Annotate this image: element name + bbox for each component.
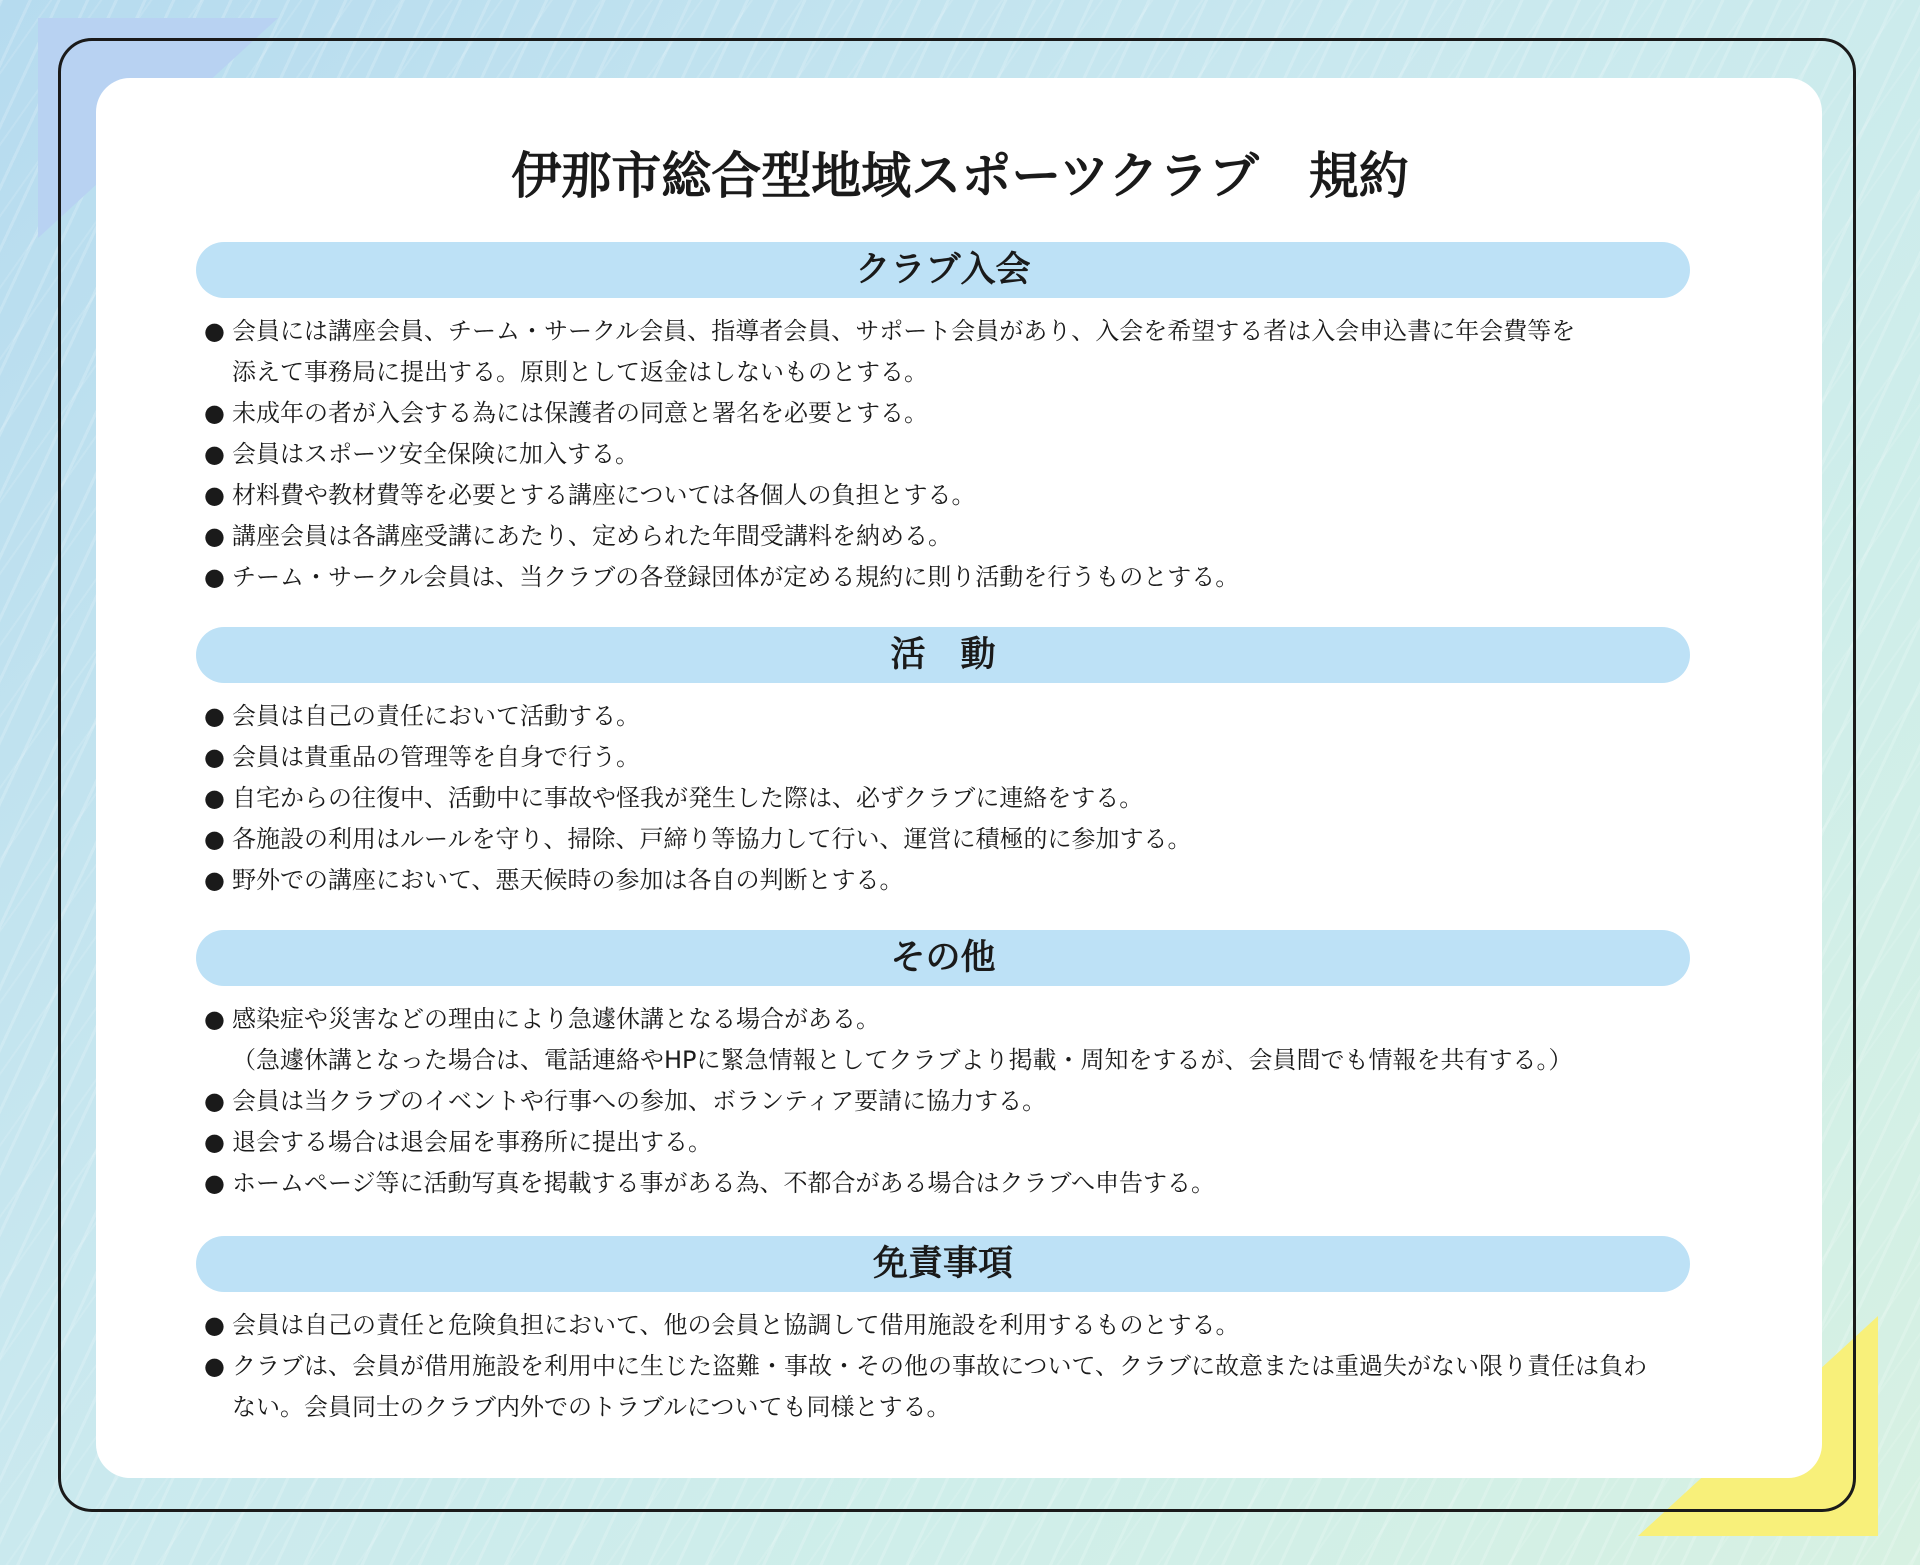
section-header-disclaimer: 免責事項 xyxy=(196,1236,1690,1292)
item-text: 講座会員は各講座受講にあたり、定められた年間受講料を納める。 xyxy=(232,522,952,550)
list-item xyxy=(204,557,1704,598)
list-item xyxy=(204,475,1704,516)
list-item xyxy=(204,516,1704,557)
list-item xyxy=(204,999,1704,1081)
list-item xyxy=(204,1122,1704,1163)
bullet-icon: ● xyxy=(204,1128,225,1156)
item-text: 各施設の利用はルールを守り、掃除、戸締り等協力して行い、運営に積極的に参加する。 xyxy=(232,825,1192,853)
list-item xyxy=(204,778,1704,819)
item-text: チーム・サークル会員は、当クラブの各登録団体が定める規約に則り活動を行うものとする。 xyxy=(232,563,1240,591)
item-text: （急遽休講となった場合は、電話連絡やHPに緊急情報としてクラブより掲載・周知をするが、会員間でも情報を共有する。） xyxy=(232,1046,1573,1074)
bullet-icon: ● xyxy=(204,784,225,812)
list-item xyxy=(204,1163,1704,1204)
bullet-icon: ● xyxy=(204,481,225,509)
bullet-icon: ● xyxy=(204,866,225,894)
bullet-icon: ● xyxy=(204,743,225,771)
item-text: 野外での講座において、悪天候時の参加は各自の判断とする。 xyxy=(232,866,904,894)
list-item xyxy=(204,434,1704,475)
bullet-icon: ● xyxy=(204,1311,225,1339)
section-list-disclaimer xyxy=(204,1305,1704,1428)
item-text: 会員は当クラブのイベントや行事への参加、ボランティア要請に協力する。 xyxy=(232,1087,1047,1115)
item-text: ない。会員同士のクラブ内外でのトラブルについても同様とする。 xyxy=(232,1393,951,1421)
item-text: 退会する場合は退会届を事務所に提出する。 xyxy=(232,1128,712,1156)
item-text: 会員はスポーツ安全保険に加入する。 xyxy=(232,440,640,468)
item-text: 材料費や教材費等を必要とする講座については各個人の負担とする。 xyxy=(232,481,976,509)
bullet-icon: ● xyxy=(204,1005,225,1033)
item-text: 会員には講座会員、チーム・サークル会員、指導者会員、サポート会員があり、入会を希望する者は入会申込書に年会費等を xyxy=(232,317,1576,345)
bullet-icon: ● xyxy=(204,563,225,591)
bullet-icon: ● xyxy=(204,522,225,550)
list-item xyxy=(204,819,1704,860)
list-item xyxy=(204,393,1704,434)
bullet-icon: ● xyxy=(204,399,225,427)
item-text: 未成年の者が入会する為には保護者の同意と署名を必要とする。 xyxy=(232,399,928,427)
item-text: クラブは、会員が借用施設を利用中に生じた盗難・事故・その他の事故について、クラブに故意または重過失がない限り責任は負わ xyxy=(232,1352,1648,1380)
section-list-membership xyxy=(204,311,1704,598)
item-text: 感染症や災害などの理由により急遽休講となる場合がある。 xyxy=(232,1005,880,1033)
list-item xyxy=(204,737,1704,778)
bullet-icon: ● xyxy=(204,702,225,730)
section-header-membership: クラブ入会 xyxy=(196,242,1690,298)
section-header-activities: 活 動 xyxy=(196,627,1690,683)
section-list-activities xyxy=(204,696,1704,901)
bullet-icon: ● xyxy=(204,825,225,853)
page-title: 伊那市総合型地域スポーツクラブ 規約 xyxy=(511,147,1409,205)
list-item xyxy=(204,860,1704,901)
list-item xyxy=(204,311,1704,393)
bullet-icon: ● xyxy=(204,1087,225,1115)
section-header-other: その他 xyxy=(196,930,1690,986)
list-item xyxy=(204,1305,1704,1346)
item-text: 自宅からの往復中、活動中に事故や怪我が発生した際は、必ずクラブに連絡をする。 xyxy=(232,784,1144,812)
item-text: 添えて事務局に提出する。原則として返金はしないものとする。 xyxy=(232,358,928,386)
list-item xyxy=(204,696,1704,737)
bullet-icon: ● xyxy=(204,1352,225,1380)
list-item xyxy=(204,1346,1704,1428)
section-list-other xyxy=(204,999,1704,1204)
bullet-icon: ● xyxy=(204,1169,225,1197)
item-text: ホームページ等に活動写真を掲載する事がある為、不都合がある場合はクラブへ申告する。 xyxy=(232,1169,1216,1197)
list-item xyxy=(204,1081,1704,1122)
item-text: 会員は自己の責任と危険負担において、他の会員と協調して借用施設を利用するものとする。 xyxy=(232,1311,1240,1339)
bullet-icon: ● xyxy=(204,317,225,345)
bullet-icon: ● xyxy=(204,440,225,468)
item-text: 会員は貴重品の管理等を自身で行う。 xyxy=(232,743,640,771)
item-text: 会員は自己の責任において活動する。 xyxy=(232,702,640,730)
